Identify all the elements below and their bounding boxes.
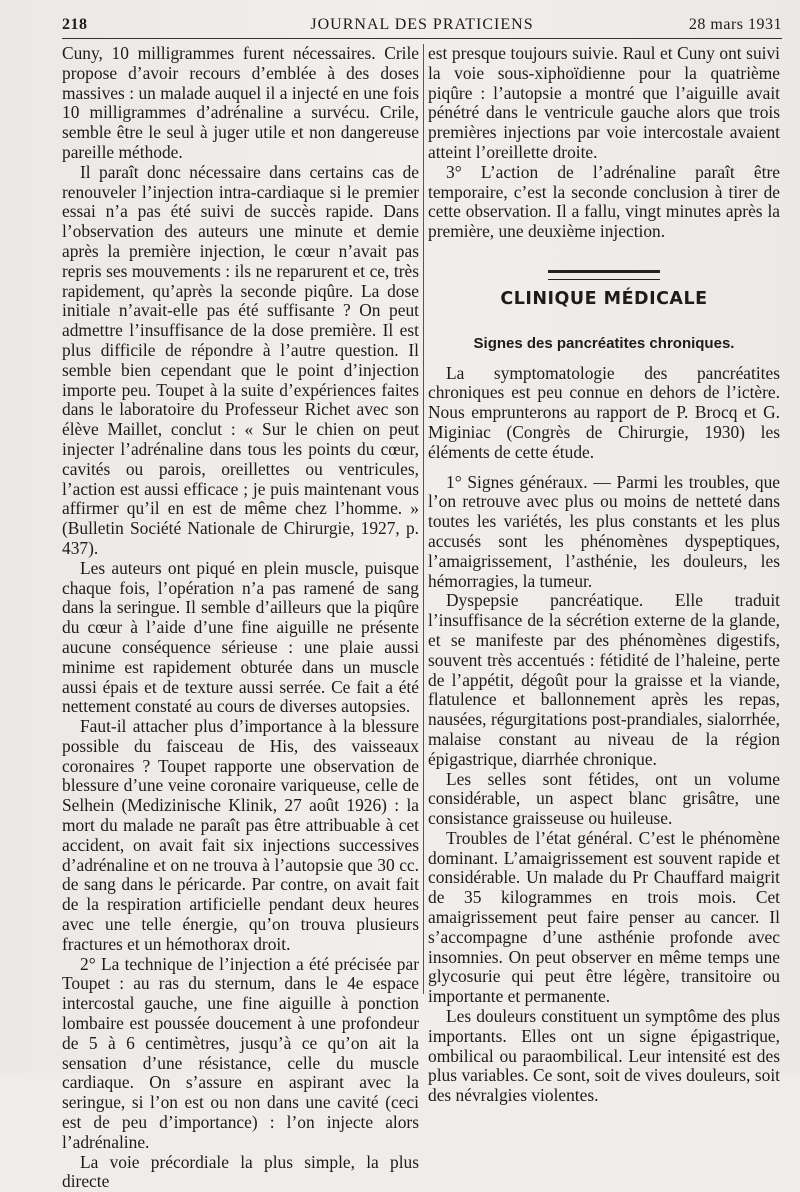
column-divider — [423, 44, 424, 994]
section-title: CLINIQUE MÉDICALE — [500, 288, 708, 309]
paragraph: Faut-il attacher plus d’importance à la blessure possible du faisceau de His, des vaisseaux coronaires ? Toupet rapporte une observation de blessure d’une veine coronaire variqueuse, celle de Selhein (Medizinische Klinik, 27 août 1926) : la mort du malade ne paraît pas être attribuable à cet accident, on avait fait six injections successives d’adrénaline et on ne trouva à l’autopsie que 30 cc. de sang dans le péricarde. Par contre, on avait fait de la respiration artificielle pendant deux heures avec une telle énergie, qu’on trouva plusieurs fractures et un hémothorax droit. — [62, 716, 419, 954]
paragraph: 1° Signes généraux. — Parmi les troubles, que l’on retrouve avec plus ou moins de netteté dans toutes les variétés, les plus constants et les plus accusés sont les phénomènes dyspeptiques, l’amaigrissement, l’asthénie, les douleurs, les hémorragies, la tumeur. — [428, 471, 780, 591]
paragraph: 3° L’action de l’adrénaline paraît être temporaire, c’est la seconde conclusion à tirer de cette observation. Il a fallu, vingt minutes après la première, une deuxième injection. — [428, 161, 780, 242]
paragraph: Dyspepsie pancréatique. Elle traduit l’insuffisance de la sécrétion externe de la glande, et se manifeste par des phénomènes digestifs, souvent très accentués : fétidité de l’haleine, perte de l’appétit, dégoût pour la graisse et la viande, flatulence et ballonnement après les repas, nausées, régurgitations post-prandiales, sialorrhée, malaise constant au niveau de la région épigastrique, diarrhée chronique. — [428, 590, 780, 769]
journal-title: JOURNAL DES PRATICIENS — [310, 16, 534, 33]
paragraph: Il paraît donc nécessaire dans certains cas de renouveler l’injection intra-cardiaque si le premier essai n’a pas été suivi de succès rapide. Dans l’observation des auteurs une minute et demie après la première injection, le cœur n’avait pas repris ses mouvements : ils ne reparurent et ce, très rapidement, qu’après la seconde piqûre. La dose initiale n’avait-elle pas été suffisante ? On peut admettre l’insuffisance de la dose première. Il est plus difficile de répondre à l’autre question. Il semble bien cependant que le point d’injection importe peu. Toupet à la suite d’expériences faites dans le laboratoire du Professeur Richet avec son élève Maillet, conclut : « Sur le chien on peut injecter l’adrénaline dans tous les points du cœur, cavités ou parois, oreillettes ou ventricules, l’action est aussi efficace ; je puis maintenant vous affirmer qu’il en est de même chez l’homme. » (Bulletin Société Nationale de Chirurgie, 1927, p. 437). — [62, 161, 419, 558]
header-rule — [62, 38, 782, 39]
issue-date: 28 mars 1931 — [688, 16, 782, 33]
paragraph: Troubles de l’état général. C’est le phénomène dominant. L’amaigrissement est souvent rapide et considérable. Un malade du Pr Chauffard maigrit de 35 kilogrammes en trois mois. Cet amaigrissement peut faire penser au cancer. Il s’accompagne d’une asthénie profonde avec insomnies. On peut observer en même temps une glycosurie qui peut être légère, transitoire ou importante et permanente. — [428, 827, 780, 1007]
subsection-title: Signes des pancréatites chroniques. — [473, 334, 735, 352]
section-ornament-rule — [548, 270, 660, 280]
paragraph: La voie précordiale la plus simple, la plus directe — [62, 1151, 419, 1192]
paragraph: Les douleurs constituent un symptôme des plus importants. Elles ont un signe épigastrique, ombilical ou paraombilical. Leur intensité est des plus variables. Ce sont, soit de vives douleurs, soit des névralgies violentes. — [428, 1006, 780, 1106]
left-column — [62, 44, 419, 1192]
paragraph: La symptomatologie des pancréatites chroniques est peu connue en dehors de l’ictère. Nous emprunterons au rapport de P. Brocq et G. Miginiac (Congrès de Chirurgie, 1930) les éléments de cette étude. — [428, 362, 780, 462]
paragraph: Les auteurs ont piqué en plein muscle, puisque chaque fois, l’opération n’a pas ramené de sang dans la seringue. Il semble d’ailleurs que la piqûre du cœur à l’aide d’une fine aiguille ne présente aucune conséquence sérieuse : une plaie aussi minime est rapidement obturée dans un muscle aussi épais et de texture aussi serrée. Ce fait a été nettement constaté au cours de diverses autopsies. — [62, 557, 419, 717]
paragraph: Cuny, 10 milligrammes furent nécessaires. Crile propose d’avoir recours d’emblée à des doses massives : un malade auquel il a injecté en une fois 10 milligrammes d’adrénaline a survécu. Crile, semble être le seul à juger utile et non dangereuse pareille méthode. — [62, 43, 419, 162]
page-header — [62, 14, 782, 40]
page-number: 218 — [62, 16, 88, 33]
paragraph: 2° La technique de l’injection a été précisée par Toupet : au ras du sternum, dans le 4e espace intercostal gauche, une fine aiguille à ponction lombaire est poussée doucement à une profondeur de 5 à 6 centimètres, jusqu’à ce qu’on ait la sensation d’une résistance, celle du muscle cardiaque. On s’assure en aspirant avec la seringue, si l’on est ou non dans une cavité (ceci est de peu d’importance) : l’on injecte alors l’adrénaline. — [62, 953, 419, 1152]
paragraph: est presque toujours suivie. Raul et Cuny ont suivi la voie sous-xiphoïdienne pour la quatrième piqûre : l’autopsie a montré que l’aiguille avait pénétré dans le ventricule gauche alors que trois premières injections par voie intercostale avaient atteint l’oreillette droite. — [428, 43, 780, 162]
paragraph: Les selles sont fétides, ont un volume considérable, un aspect blanc grisâtre, une consistance graisseuse ou huileuse. — [428, 768, 780, 829]
right-column — [428, 44, 780, 1106]
